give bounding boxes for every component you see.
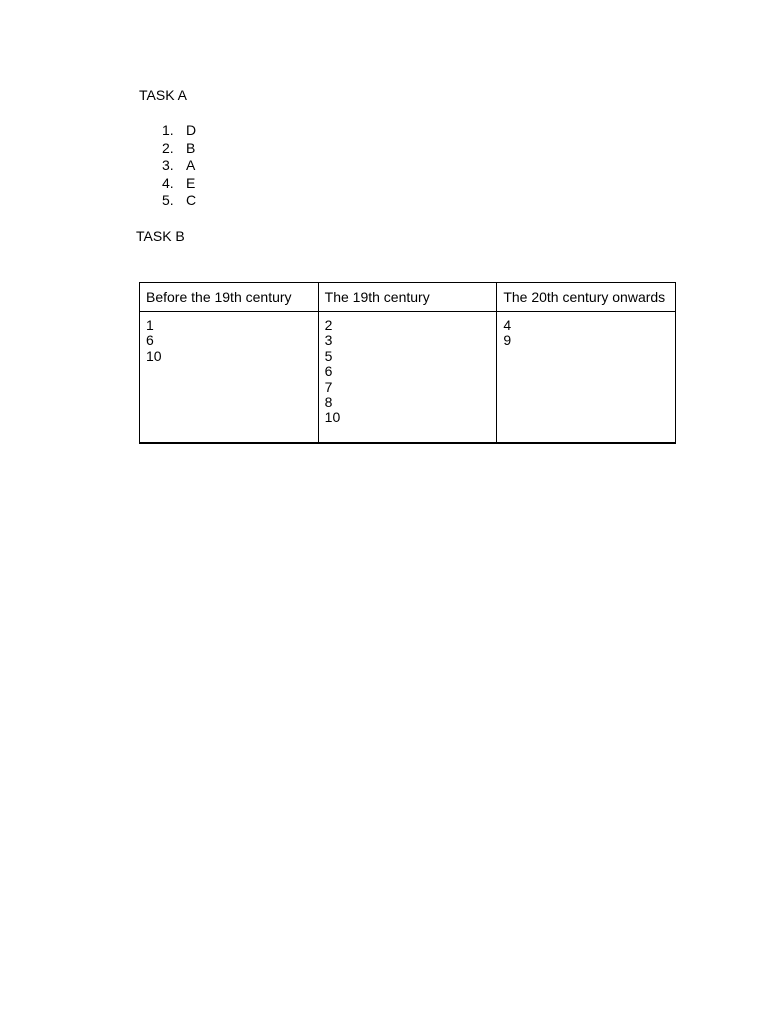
cell-20th-onwards xyxy=(497,312,676,444)
cell-value: 1 xyxy=(146,317,154,333)
cell-before-19th xyxy=(140,312,319,444)
cell-value: 5 xyxy=(324,347,333,364)
answer-number: 3. xyxy=(162,157,174,174)
answer-letter: B xyxy=(186,139,196,156)
cell-value: 8 xyxy=(324,394,333,411)
cell-value: 4 xyxy=(503,317,512,333)
column-header-19th: The 19th century xyxy=(318,283,497,312)
cell-value: 6 xyxy=(146,332,154,349)
cell-value: 2 xyxy=(324,317,333,333)
answer-number: 2. xyxy=(162,139,174,156)
column-header-20th-onwards: The 20th century onwards xyxy=(497,283,676,312)
answer-letter: A xyxy=(186,157,196,174)
column-header-before-19th: Before the 19th century xyxy=(140,283,319,312)
list-item xyxy=(160,175,196,193)
answer-number: 1. xyxy=(162,122,174,138)
list-item xyxy=(160,140,196,158)
task-b-heading: TASK B xyxy=(136,228,185,244)
cell-value: 7 xyxy=(324,378,333,395)
list-item xyxy=(160,157,196,175)
cell-19th xyxy=(318,312,497,444)
cell-value: 3 xyxy=(324,332,333,349)
table-header-row xyxy=(140,283,676,312)
cell-value: 10 xyxy=(324,409,341,426)
answer-letter: C xyxy=(186,192,197,209)
cell-value: 6 xyxy=(324,363,333,380)
cell-value: 10 xyxy=(146,347,162,364)
cell-value: 9 xyxy=(503,332,512,349)
task-a-heading: TASK A xyxy=(139,87,187,103)
answer-letter: D xyxy=(186,122,197,138)
table-row xyxy=(140,312,676,444)
task-a-answer-list xyxy=(160,122,196,210)
list-item xyxy=(160,192,196,210)
period-table xyxy=(139,282,676,444)
list-item xyxy=(160,122,196,140)
answer-number: 4. xyxy=(162,174,174,191)
answer-letter: E xyxy=(186,174,196,191)
answer-number: 5. xyxy=(162,192,174,209)
